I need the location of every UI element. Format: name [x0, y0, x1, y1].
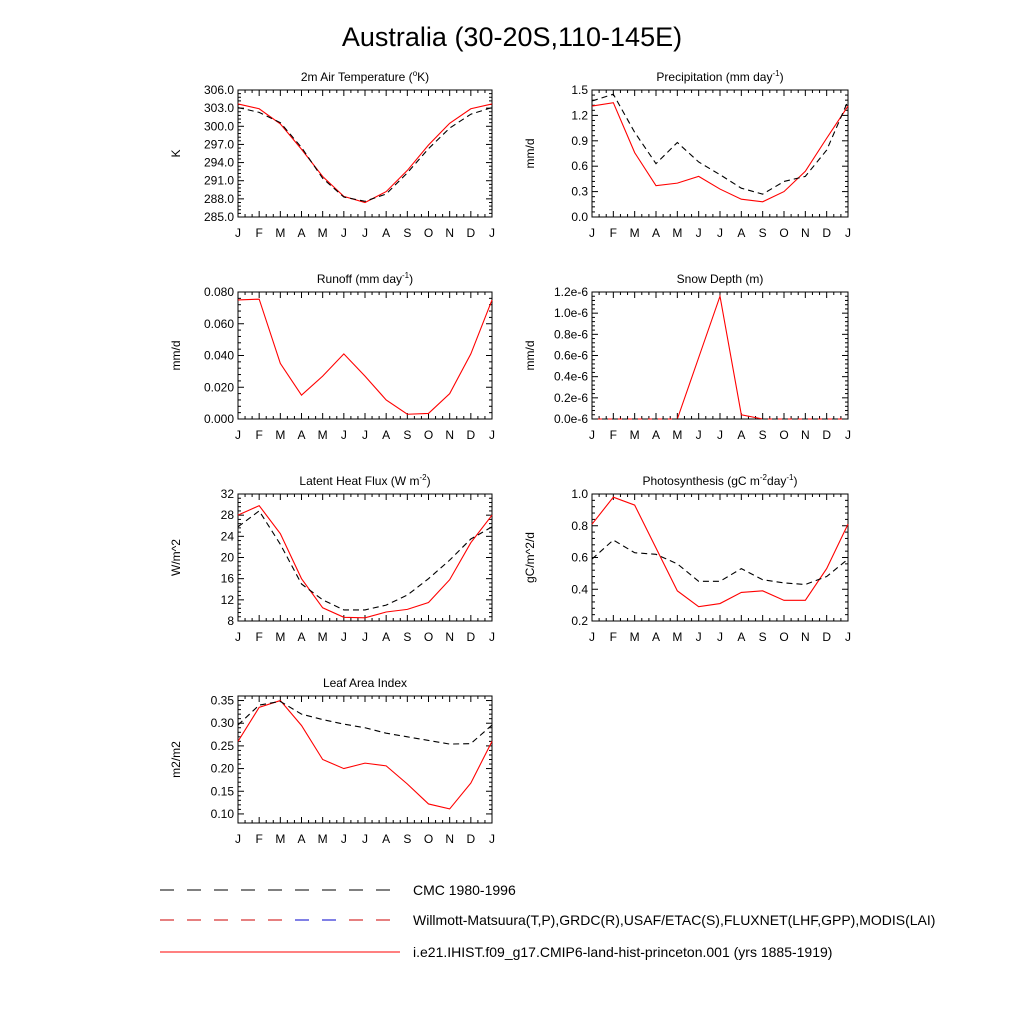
- y-tick-label: 1.0: [571, 487, 588, 501]
- x-tick-label: F: [255, 630, 263, 644]
- x-tick-label: J: [362, 226, 368, 240]
- x-tick-label: J: [362, 630, 368, 644]
- x-tick-label: M: [672, 428, 683, 442]
- series-line-solid: [592, 103, 848, 202]
- plot-frame: [592, 292, 848, 419]
- x-tick-label: A: [382, 226, 391, 240]
- x-tick-label: J: [362, 832, 368, 846]
- x-tick-label: N: [445, 832, 455, 846]
- series-line-solid: [592, 497, 848, 607]
- series-line-dashed: [238, 511, 492, 610]
- x-tick-label: J: [235, 428, 241, 442]
- x-tick-label: M: [317, 226, 328, 240]
- x-tick-label: A: [651, 428, 661, 442]
- panel-title: [323, 676, 407, 690]
- y-axis-label: gC/m^2/d: [523, 532, 537, 583]
- y-tick-label: 0.080: [203, 285, 234, 299]
- legend-label: i.e21.IHIST.f09_g17.CMIP6-land-hist-princeton.001 (yrs 1885-1919): [413, 944, 833, 960]
- panel-title-part: 2m Air Temperature (: [300, 70, 413, 84]
- panel-title-part: -2: [759, 473, 768, 482]
- panel-title-part: Precipitation (mm day: [656, 70, 773, 84]
- plot-frame: [238, 494, 492, 621]
- y-tick-label: 294.0: [203, 155, 234, 170]
- plot-frame: [592, 494, 848, 621]
- x-tick-label: N: [445, 226, 455, 240]
- x-tick-label: J: [340, 428, 347, 442]
- x-tick-label: J: [235, 832, 241, 846]
- x-tick-label: J: [845, 226, 851, 240]
- x-tick-label: M: [275, 428, 286, 442]
- panel-title-part: Photosynthesis (gC m: [642, 474, 760, 488]
- panel-title-part: ): [779, 70, 784, 84]
- x-tick-label: M: [275, 226, 286, 240]
- series-line-solid: [238, 701, 492, 809]
- x-tick-label: F: [609, 226, 618, 240]
- x-tick-label: A: [382, 428, 391, 442]
- y-tick-label: 0.25: [210, 738, 234, 753]
- x-tick-label: N: [800, 630, 810, 644]
- chart-panel-3: [169, 271, 495, 442]
- legend-item-3: [160, 944, 832, 960]
- x-tick-label: M: [629, 226, 640, 240]
- x-tick-label: O: [423, 630, 434, 644]
- panel-title-part: Snow Depth (m): [676, 272, 764, 286]
- y-tick-label: 0.020: [203, 380, 234, 395]
- y-tick-label: 0.2: [571, 614, 588, 628]
- x-tick-label: A: [651, 226, 661, 240]
- series-line-solid: [592, 296, 848, 419]
- x-tick-label: J: [717, 630, 723, 644]
- x-tick-label: J: [845, 428, 851, 442]
- chart-panel-2: [523, 69, 851, 240]
- x-tick-label: A: [297, 226, 306, 240]
- x-tick-label: A: [737, 226, 746, 240]
- x-tick-label: J: [489, 832, 495, 846]
- panel-title-part: o: [412, 69, 418, 78]
- x-tick-label: M: [275, 832, 286, 846]
- x-tick-label: M: [629, 428, 640, 442]
- y-tick-label: 0.35: [210, 693, 234, 708]
- y-axis-label: mm/d: [169, 340, 183, 371]
- series-line-dashed: [238, 701, 492, 744]
- y-axis-label: mm/d: [523, 340, 537, 371]
- x-tick-label: N: [800, 226, 810, 240]
- y-tick-label: 1.2e-6: [553, 285, 588, 299]
- y-tick-label: 0.0e-6: [553, 412, 588, 426]
- y-tick-label: 28: [220, 508, 234, 523]
- y-tick-label: 16: [220, 571, 234, 586]
- chart-panel-6: [523, 473, 851, 644]
- x-tick-label: J: [717, 226, 723, 240]
- panel-title-part: K): [417, 70, 430, 84]
- x-tick-label: D: [822, 630, 832, 644]
- y-tick-label: 0.2e-6: [553, 390, 588, 405]
- x-tick-label: M: [672, 226, 683, 240]
- y-tick-label: 0.0: [571, 210, 588, 224]
- y-tick-label: 0.6e-6: [553, 348, 588, 363]
- x-tick-label: S: [758, 226, 767, 240]
- panel-title-part: Latent Heat Flux (W m: [299, 474, 420, 488]
- x-tick-label: D: [822, 428, 832, 442]
- x-tick-label: F: [255, 226, 263, 240]
- x-tick-label: J: [717, 428, 723, 442]
- y-tick-label: 297.0: [203, 137, 234, 152]
- x-tick-label: O: [779, 630, 789, 644]
- x-tick-label: S: [403, 630, 412, 644]
- x-tick-label: M: [317, 630, 328, 644]
- chart-panel-7: [169, 676, 495, 846]
- y-tick-label: 8: [227, 614, 234, 628]
- y-tick-label: 0.3: [571, 184, 588, 199]
- x-tick-label: S: [758, 630, 767, 644]
- x-tick-label: J: [695, 226, 702, 240]
- x-tick-label: A: [737, 630, 746, 644]
- y-tick-label: 0.060: [203, 316, 234, 331]
- y-tick-label: 1.0e-6: [553, 306, 588, 321]
- x-tick-label: J: [489, 630, 495, 644]
- x-tick-label: M: [672, 630, 683, 644]
- panel-title-part: day: [767, 474, 787, 488]
- y-tick-label: 32: [220, 487, 234, 501]
- x-tick-label: J: [589, 226, 595, 240]
- x-tick-label: O: [779, 226, 789, 240]
- panel-title: [301, 69, 429, 84]
- panel-title-part: -1: [402, 271, 410, 280]
- x-tick-label: J: [695, 428, 702, 442]
- x-tick-label: M: [275, 630, 286, 644]
- chart-panel-1: [169, 69, 495, 240]
- y-tick-label: 0.20: [210, 761, 234, 776]
- x-tick-label: O: [779, 428, 789, 442]
- panel-title: [677, 272, 764, 286]
- x-tick-label: N: [445, 630, 455, 644]
- x-tick-label: J: [489, 428, 495, 442]
- x-tick-label: A: [382, 630, 391, 644]
- y-axis-label: mm/d: [523, 138, 537, 169]
- x-tick-label: F: [609, 630, 618, 644]
- legend-label: CMC 1980-1996: [413, 882, 516, 898]
- x-tick-label: N: [800, 428, 810, 442]
- legend-item-1: [160, 882, 516, 898]
- panel-title-part: ): [793, 474, 798, 488]
- x-tick-label: D: [822, 226, 832, 240]
- y-tick-label: 20: [220, 550, 234, 565]
- series-line-solid: [238, 104, 492, 203]
- plot-frame: [592, 90, 848, 217]
- x-tick-label: J: [695, 630, 702, 644]
- x-tick-label: A: [297, 832, 306, 846]
- panel-grid: [169, 69, 851, 846]
- x-tick-label: M: [317, 428, 328, 442]
- x-tick-label: D: [466, 832, 476, 846]
- y-tick-label: 1.2: [571, 108, 588, 123]
- y-tick-label: 0.4: [571, 582, 588, 597]
- legend-label: Willmott-Matsuura(T,P),GRDC(R),USAF/ETAC(S),FLUXNET(LHF,GPP),MODIS(LAI): [413, 912, 936, 928]
- y-tick-label: 0.6: [571, 550, 588, 565]
- x-tick-label: J: [340, 226, 347, 240]
- series-line-solid: [238, 299, 492, 414]
- y-tick-label: 0.8: [571, 518, 588, 533]
- panel-title-part: Runoff (mm day: [316, 272, 403, 286]
- x-tick-label: M: [629, 630, 640, 644]
- series-line-dashed: [238, 108, 492, 202]
- y-tick-label: 306.0: [203, 83, 234, 97]
- x-tick-label: N: [445, 428, 455, 442]
- panel-title-part: -1: [772, 69, 780, 78]
- y-tick-label: 0.10: [210, 806, 234, 821]
- x-tick-label: J: [340, 832, 347, 846]
- y-tick-label: 0.000: [203, 412, 234, 426]
- y-axis-label: m2/m2: [169, 741, 183, 778]
- legend-item-2: [160, 912, 935, 928]
- plot-frame: [238, 90, 492, 217]
- plot-frame: [238, 292, 492, 419]
- y-tick-label: 0.6: [571, 159, 588, 174]
- y-axis-label: W/m^2: [169, 539, 183, 576]
- y-tick-label: 288.0: [203, 191, 234, 206]
- y-tick-label: 0.4e-6: [553, 369, 588, 384]
- chart-panel-4: [523, 272, 851, 442]
- x-tick-label: M: [317, 832, 328, 846]
- x-tick-label: A: [737, 428, 746, 442]
- series-line-dashed: [592, 540, 848, 584]
- x-tick-label: S: [403, 832, 412, 846]
- x-tick-label: J: [589, 428, 595, 442]
- panel-title-part: ): [409, 272, 414, 286]
- x-tick-label: J: [362, 428, 368, 442]
- x-tick-label: O: [423, 226, 434, 240]
- panel-title-part: Leaf Area Index: [322, 676, 408, 690]
- y-tick-label: 24: [220, 529, 234, 544]
- x-tick-label: O: [423, 832, 434, 846]
- x-tick-label: J: [845, 630, 851, 644]
- panel-title-part: -1: [786, 473, 794, 482]
- legend: [160, 882, 935, 960]
- y-tick-label: 285.0: [203, 210, 234, 224]
- y-tick-label: 0.30: [210, 716, 234, 731]
- x-tick-label: A: [651, 630, 661, 644]
- y-tick-label: 300.0: [203, 119, 234, 134]
- y-tick-label: 291.0: [203, 173, 234, 188]
- page-title: Australia (30-20S,110-145E): [341, 22, 683, 52]
- x-tick-label: J: [235, 630, 241, 644]
- series-line-dashed: [592, 94, 848, 194]
- series-line-solid: [238, 506, 492, 618]
- x-tick-label: D: [466, 226, 476, 240]
- y-axis-label: K: [169, 149, 183, 158]
- x-tick-label: O: [423, 428, 434, 442]
- x-tick-label: J: [340, 630, 347, 644]
- x-tick-label: J: [489, 226, 495, 240]
- y-tick-label: 0.8e-6: [553, 327, 588, 342]
- y-tick-label: 12: [220, 592, 234, 607]
- panel-title-part: ): [426, 474, 431, 488]
- x-tick-label: A: [297, 428, 306, 442]
- x-tick-label: S: [403, 226, 412, 240]
- x-tick-label: S: [403, 428, 412, 442]
- panel-title: [656, 69, 783, 84]
- x-tick-label: J: [589, 630, 595, 644]
- x-tick-label: D: [466, 630, 476, 644]
- y-tick-label: 0.15: [210, 784, 234, 799]
- x-tick-label: F: [255, 832, 263, 846]
- y-tick-label: 1.5: [571, 83, 588, 97]
- panel-title: [317, 271, 413, 286]
- x-tick-label: A: [382, 832, 391, 846]
- x-tick-label: F: [255, 428, 263, 442]
- x-tick-label: F: [609, 428, 618, 442]
- panel-title-part: -2: [419, 473, 427, 482]
- chart-panel-5: [169, 473, 495, 644]
- panel-title: [299, 473, 430, 488]
- x-tick-label: J: [235, 226, 241, 240]
- y-tick-label: 0.040: [203, 348, 234, 363]
- y-tick-label: 0.9: [571, 133, 588, 148]
- x-tick-label: S: [758, 428, 767, 442]
- panel-title: [643, 473, 798, 488]
- y-tick-label: 303.0: [203, 101, 234, 116]
- x-tick-label: D: [466, 428, 476, 442]
- x-tick-label: A: [297, 630, 306, 644]
